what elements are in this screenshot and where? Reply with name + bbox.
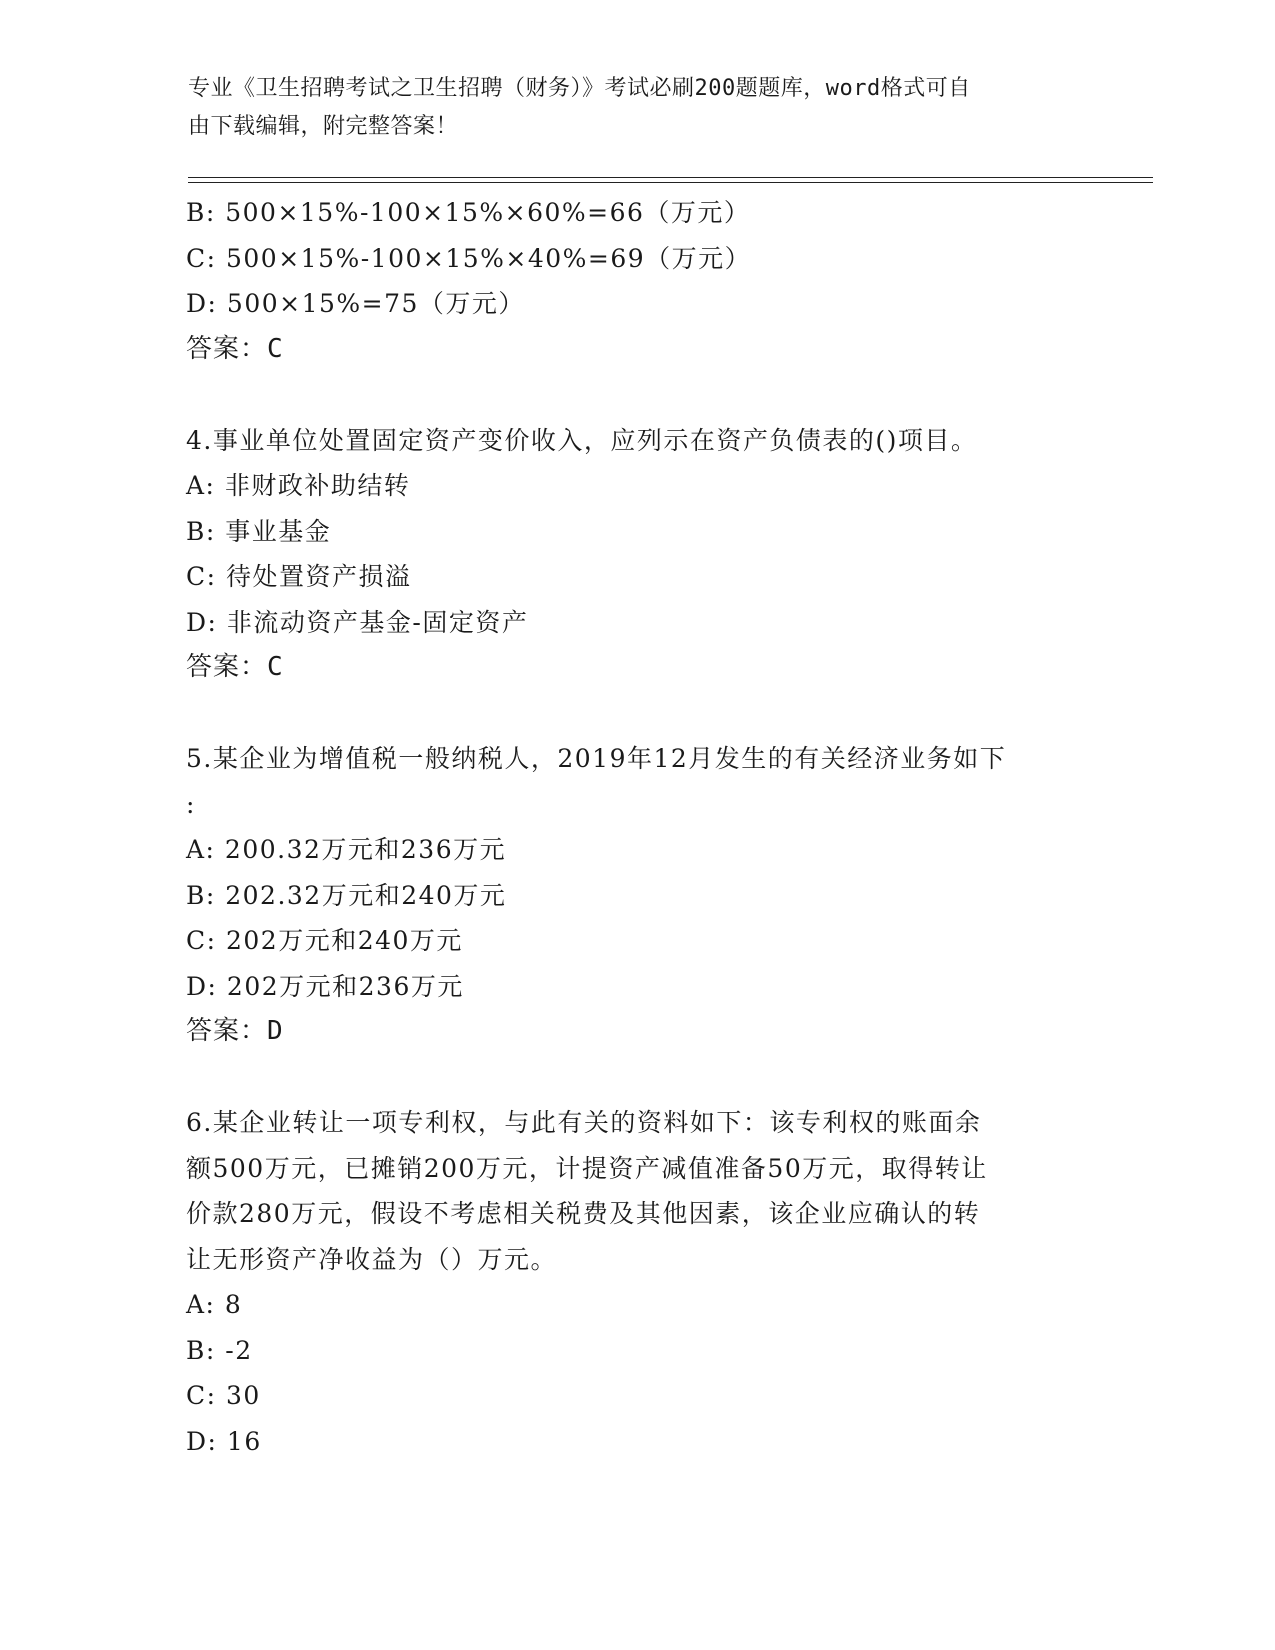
- option-d: D: 202万元和236万元: [186, 971, 464, 1001]
- question-text-line-4: 让无形资产净收益为（）万元。: [186, 1244, 558, 1274]
- question-text: 5.某企业为增值税一般纳税人，2019年12月发生的有关经济业务如下: [186, 744, 1007, 773]
- option-b: B: 500×15%-100×15%×60%=66（万元）: [186, 198, 751, 227]
- question-4: [186, 418, 1086, 691]
- answer: 答案：D: [186, 1016, 284, 1046]
- option-d: D: 500×15%=75（万元）: [186, 289, 525, 318]
- spacer: [186, 1055, 1086, 1101]
- answer: 答案：C: [186, 333, 284, 364]
- header-rule-top: [188, 177, 1153, 178]
- question-text-continued: :: [186, 789, 196, 819]
- spacer: [186, 691, 1086, 737]
- answer: 答案：C: [186, 652, 284, 682]
- option-d: D: 16: [186, 1426, 262, 1456]
- option-c: C: 202万元和240万元: [186, 926, 463, 955]
- option-c: C: 待处置资产损溢: [186, 562, 412, 591]
- option-c: C: 30: [186, 1381, 261, 1410]
- option-b: B: -2: [186, 1335, 253, 1365]
- question-5: [186, 736, 1086, 1055]
- header-line-2: 由下载编辑，附完整答案！: [188, 114, 459, 139]
- document-header: [188, 70, 1068, 146]
- option-d: D: 非流动资产基金-固定资产: [186, 607, 529, 637]
- spacer: [186, 372, 1086, 418]
- question-text-line-1: 6.某企业转让一项专利权，与此有关的资料如下：该专利权的账面余: [186, 1108, 982, 1137]
- question-list: [186, 190, 1086, 1464]
- question-6: [186, 1100, 1086, 1464]
- header-line-1: 专业《卫生招聘考试之卫生招聘（财务）》考试必刷200题题库，word格式可自: [188, 76, 971, 101]
- option-a: A: 200.32万元和236万元: [186, 835, 507, 864]
- header-rule-bottom: [188, 182, 1153, 183]
- option-a: A: 8: [186, 1290, 243, 1319]
- option-b: B: 202.32万元和240万元: [186, 880, 507, 910]
- question-3: [186, 190, 1086, 372]
- question-text-line-2: 额500万元，已摊销200万元，计提资产减值准备50万元，取得转让: [186, 1153, 988, 1183]
- question-text-line-3: 价款280万元，假设不考虑相关税费及其他因素，该企业应确认的转: [186, 1199, 981, 1228]
- question-text: 4.事业单位处置固定资产变价收入，应列示在资产负债表的()项目。: [186, 425, 978, 455]
- option-b: B: 事业基金: [186, 516, 332, 546]
- option-a: A: 非财政补助结转: [186, 471, 411, 500]
- option-c: C: 500×15%-100×15%×40%=69（万元）: [186, 243, 752, 273]
